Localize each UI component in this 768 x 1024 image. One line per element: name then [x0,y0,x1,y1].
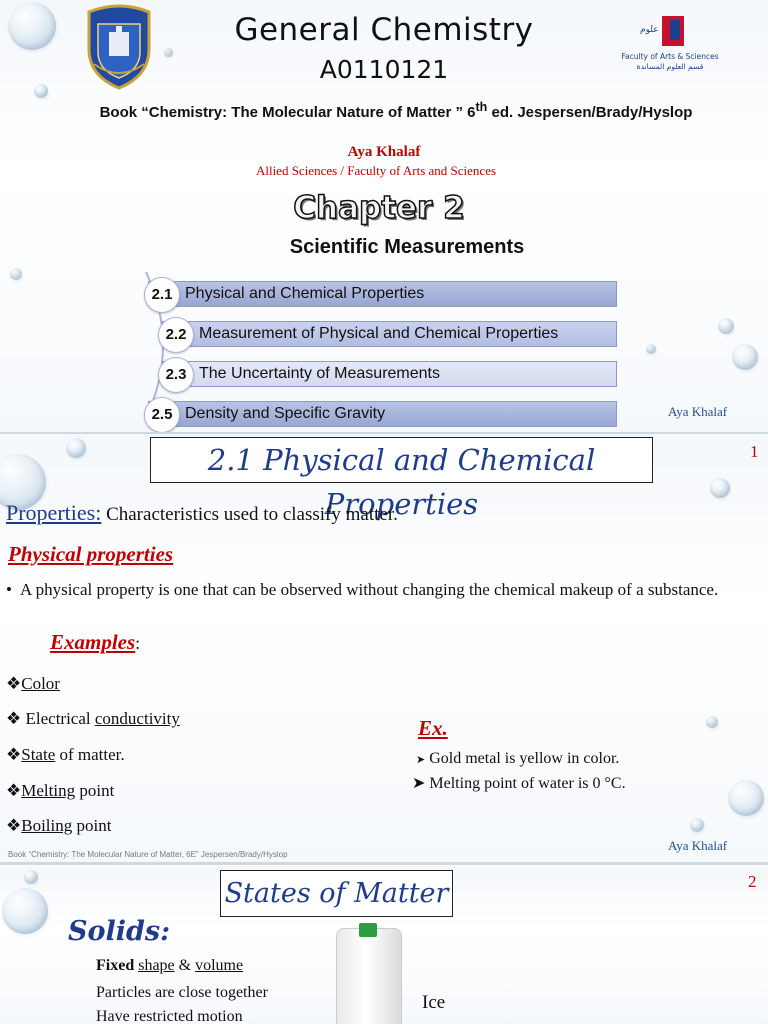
ex-item [416,750,619,768]
diamond-bullet-icon: ❖ [6,674,22,693]
water-drop-decoration [646,344,656,354]
solids-heading: Solids: [68,916,171,947]
example-item: ❖State of matter. [6,745,125,764]
page-number: 2 [748,872,757,891]
book-authors-text: ed. Jespersen/Brady/Hyslop [487,104,693,121]
svg-text:ﻋﻠﻮﻡ: ﻋﻠﻮﻡ [640,25,659,35]
ex-item-text: Melting point of water is 0 °C. [429,775,626,792]
water-drop-decoration [10,268,22,280]
fixed-label: Fixed [96,957,135,974]
course-code: A0110121 [319,55,449,84]
toc-number-badge: 2.5 [144,397,180,432]
example-item: ❖Melting point [6,781,115,800]
solids-line-2: Particles are close together [96,984,268,1001]
toc-item-2-3[interactable] [162,361,617,387]
section-title: States of Matter [220,870,453,917]
examples-colon: : [135,633,141,653]
ice-label: Ice [422,992,446,1013]
author-signature: Aya Khalaf [668,838,728,853]
properties-label: Properties: [6,500,102,525]
toc-item-2-2[interactable] [162,321,617,347]
physical-properties-heading: Physical properties [8,542,174,566]
slide-divider [0,862,768,865]
toc-number-badge: 2.3 [158,357,194,393]
toc-item-2-1[interactable] [148,281,617,307]
ex-heading: Ex. [418,716,448,740]
shape-term: shape [138,957,175,974]
page-number: 1 [750,442,759,461]
author-name: Aya Khalaf [347,144,421,160]
arrow-bullet-icon: ➤ [412,775,426,792]
properties-text: Characteristics used to classify matter. [101,504,398,525]
chapter-heading: Chapter 2 [293,190,465,226]
department-name: Allied Sciences / Faculty of Arts and Sciences [255,163,497,178]
volume-term: volume [195,957,244,974]
water-drop-decoration [706,716,718,728]
example-item: ❖Boiling point [6,816,112,835]
bottle-image [336,928,402,1024]
toc-item-label: Physical and Chemical Properties [185,285,425,302]
examples-label: Examples [50,630,136,654]
faculty-logo-arabic: قسم العلوم المساندة [636,62,704,71]
example-term: conductivity [94,709,180,728]
physical-property-bullet [6,580,746,600]
example-term: Melting [21,781,76,800]
toc-item-2-5[interactable] [148,401,617,427]
toc-item-label: Density and Specific Gravity [185,405,386,422]
ex-item [412,773,626,793]
toc-item-label: Measurement of Physical and Chemical Properties [199,325,559,342]
bullet-icon: • [6,580,12,599]
toc-item-label: The Uncertainty of Measurements [199,365,440,382]
example-item [6,674,60,694]
example-term: Color [21,674,60,693]
chapter-subtitle: Scientific Measurements [289,236,525,258]
toc-number-badge: 2.2 [158,317,194,353]
water-drop-decoration [710,478,730,498]
water-drop-decoration [66,438,86,458]
water-drop-decoration [34,84,48,98]
arrow-bullet-icon: ➤ [416,754,426,766]
toc-number-badge: 2.1 [144,277,180,313]
course-title: General Chemistry [234,12,534,48]
author-signature: Aya Khalaf [668,404,728,419]
solids-line-3: Have restricted motion [96,1008,243,1024]
water-drop-decoration [728,780,764,816]
water-drop-decoration [2,888,48,934]
section-title: 2.1 Physical and Chemical Properties [150,437,653,483]
water-drop-decoration [718,318,734,334]
diamond-bullet-icon: ❖ [6,816,22,835]
water-drop-decoration [24,870,38,884]
faculty-logo-text: Faculty of Arts & Sciences [621,52,719,61]
diamond-bullet-icon: ❖ [6,781,22,800]
water-drop-decoration [690,818,704,832]
properties-slide [0,434,768,862]
book-title-text: Book “Chemistry: The Molecular Nature of Matter ” 6 [99,104,476,121]
example-term: State [21,745,56,764]
states-of-matter-slide [0,866,768,1024]
bottle-cap [359,923,377,937]
ex-item-text: Gold metal is yellow in color. [429,750,620,767]
example-item: ❖ Electrical conductivity [6,709,180,728]
diamond-bullet-icon: ❖ [6,745,22,764]
footer-book-reference: Book “Chemistry: The Molecular Nature of Matter, 6E” Jespersen/Brady/Hyslop [8,850,288,859]
examples-heading [50,630,140,655]
water-drop-decoration [732,344,758,370]
title-slide [0,0,768,432]
physical-property-text: A physical property is one that can be observed without changing the chemical makeup of a substance. [20,580,719,599]
diamond-bullet-icon: ❖ [6,709,22,728]
edition-superscript: th [475,100,488,114]
textbook-reference [0,100,768,121]
solids-line-1: Fixed shape & volume [96,957,244,974]
properties-definition [6,500,398,526]
example-term: Boiling [21,816,73,835]
